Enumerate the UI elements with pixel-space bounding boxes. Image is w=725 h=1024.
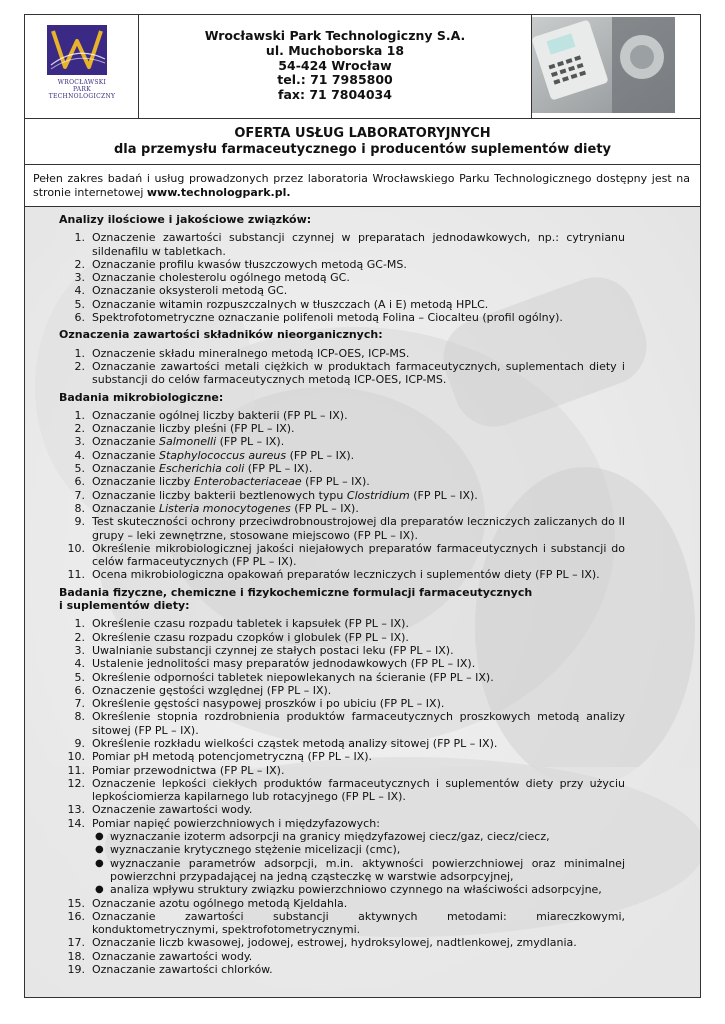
- section-list: [59, 617, 625, 976]
- item-text: Ustalenie jednolitości masy preparatów jednodawkowych (FP PL – IX).: [92, 657, 476, 671]
- offer-title: [25, 119, 700, 165]
- item-text: (FP PL – IX).: [244, 462, 313, 476]
- item-number: 6.: [74, 311, 85, 325]
- list-item: [59, 360, 625, 387]
- bullet-icon: ●: [95, 884, 104, 896]
- item-number: 8.: [74, 710, 85, 724]
- item-text: Oznaczanie witamin rozpuszczalnych w tłuszczach (A i E) metodą HPLC.: [92, 297, 489, 311]
- logo-line-3: TECHNOLOGICZNY: [48, 93, 116, 100]
- item-number: 6.: [74, 683, 85, 697]
- item-text: (FP PL – IX).: [290, 501, 359, 515]
- item-text: (FP PL – IX).: [301, 475, 370, 489]
- list-item: [59, 910, 625, 937]
- company-address: [139, 15, 532, 119]
- list-item: [59, 684, 625, 697]
- item-number: 8.: [74, 501, 85, 515]
- list-item: [59, 950, 625, 963]
- item-text: Oznaczenie gęstości względnej (FP PL – IX).: [92, 683, 332, 697]
- list-item: [59, 710, 625, 737]
- section-heading: Oznaczenia zawartości składników nieorganicznych:: [59, 328, 383, 342]
- item-number: 9.: [74, 515, 85, 529]
- list-item: [59, 764, 625, 777]
- item-number: 17.: [67, 936, 85, 950]
- letterhead: [25, 15, 700, 119]
- item-text: Oznaczanie: [92, 462, 159, 476]
- item-number: 1.: [74, 346, 85, 360]
- item-text: Oznaczanie: [92, 448, 159, 462]
- list-item: [59, 347, 625, 360]
- item-text: (FP PL – IX).: [409, 488, 478, 502]
- logo-line-1: WROCŁAWSKI: [57, 79, 107, 86]
- list-item: [59, 671, 625, 684]
- item-text: Określenie stopnia rozdrobnienia produktów farmaceutycznych proszkowych metodą analizy sitowej (FP PL – IX).: [92, 710, 625, 737]
- item-text: Oznaczanie zawartości chlorków.: [92, 963, 273, 977]
- item-text: Ocena mikrobiologiczna opakowań preparatów leczniczych i suplementów diety (FP PL – IX).: [92, 568, 600, 582]
- item-text: Oznaczenie zawartości substancji czynnej w preparatach jednodawkowych, np.: cytrynianu sildenafilu w tabletkach.: [92, 231, 625, 258]
- item-text: (FP PL – IX).: [216, 435, 285, 449]
- sub-item-text: wyznaczanie parametrów adsorpcji, m.in. aktywności powierzchniowej oraz minimalnej powierzchni przypadającej na jedną cząsteczkę w warstwie adsorpcyjnej,: [110, 856, 625, 883]
- services-content: [25, 207, 700, 997]
- item-text: Oznaczanie: [92, 501, 159, 515]
- list-item: [59, 750, 625, 763]
- organism-name: Enterobacteriaceae: [193, 475, 302, 489]
- list-item: [59, 271, 625, 284]
- organism-name: Salmonelli: [159, 435, 217, 449]
- item-text: Oznaczenie lepkości ciekłych produktów farmaceutycznych i suplementów diety przy użyciu lepkościomierza kapilarnego lub rotacyjnego (FP PL – IX).: [92, 776, 625, 804]
- list-item: [59, 489, 625, 502]
- item-number: 2.: [74, 359, 85, 373]
- item-text: Oznaczanie profilu kwasów tłuszczowych metodą GC-MS.: [92, 257, 407, 271]
- list-item: [59, 542, 625, 569]
- item-text: Oznaczanie cholesterolu ogólnego metodą GC.: [92, 271, 350, 285]
- item-text: Określenie odporności tabletek niepowlekanych na ścieranie (FP PL – IX).: [92, 670, 494, 684]
- item-number: 1.: [74, 617, 85, 631]
- item-number: 5.: [74, 670, 85, 684]
- item-number: 3.: [74, 271, 85, 285]
- item-number: 11.: [67, 568, 85, 582]
- item-number: 15.: [67, 896, 85, 910]
- item-number: 11.: [67, 763, 85, 777]
- item-number: 2.: [74, 422, 85, 436]
- intro-text: Pełen zakres badań i usług prowadzonych przez laboratoria Wrocławskiego Parku Technologicznego dostępny jest na stronie internetowej: [33, 172, 690, 199]
- list-item: [59, 449, 625, 462]
- item-text: Oznaczanie liczby bakterii beztlenowych typu: [92, 488, 347, 502]
- list-item: [59, 631, 625, 644]
- item-number: 4.: [74, 284, 85, 298]
- sub-item-text: analiza wpływu struktury związku powierzchniowo czynnego na właściwości adsorpcyjne,: [110, 883, 602, 897]
- item-number: 7.: [74, 697, 85, 711]
- item-number: 14.: [67, 816, 85, 830]
- item-text: Oznaczanie zawartości substancji aktywnych metodami: miareczkowymi, konduktometrycznymi, spektrofotometrycznymi.: [92, 909, 625, 937]
- item-text: Oznaczanie oksysteroli metodą GC.: [92, 284, 288, 298]
- item-number: 9.: [74, 736, 85, 750]
- organism-name: Clostridium: [346, 488, 410, 502]
- item-number: 19.: [67, 963, 85, 977]
- list-item: [59, 258, 625, 271]
- item-number: 7.: [74, 488, 85, 502]
- list-item: [59, 817, 625, 897]
- item-number: 4.: [74, 657, 85, 671]
- section-heading-line-2: i suplementów diety:: [59, 599, 190, 613]
- sub-list: [92, 830, 625, 896]
- section-list: [59, 231, 625, 324]
- services-list: [59, 213, 625, 979]
- item-number: 4.: [74, 448, 85, 462]
- bullet-icon: ●: [95, 831, 104, 843]
- logo-wordmark: [39, 79, 125, 100]
- section-heading: Badania mikrobiologiczne:: [59, 390, 224, 404]
- item-number: 2.: [74, 630, 85, 644]
- lab-instrument-photo: [532, 17, 675, 113]
- item-text: Oznaczanie zawartości wody.: [92, 949, 253, 963]
- item-text: Oznaczanie liczby: [92, 475, 194, 489]
- item-number: 3.: [74, 435, 85, 449]
- company-tel: tel.: 71 7985800: [277, 72, 393, 88]
- organism-name: Escherichia coli: [159, 462, 245, 476]
- list-item: [59, 697, 625, 710]
- title-line-2: dla przemysłu farmaceutycznego i producentów suplementów diety: [113, 142, 612, 157]
- item-text: Oznaczanie liczby pleśni (FP PL – IX).: [92, 422, 295, 436]
- item-number: 2.: [74, 257, 85, 271]
- item-text: Oznaczanie liczb kwasowej, jodowej, estrowej, hydroksylowej, nadtlenkowej, zmydlania.: [92, 936, 577, 950]
- list-item: [59, 617, 625, 630]
- list-item: [59, 568, 625, 581]
- company-name: Wrocławski Park Technologiczny S.A.: [204, 28, 466, 43]
- item-text: Uwalnianie substancji czynnej ze stałych postaci leku (FP PL – IX).: [92, 643, 454, 657]
- section-heading: [59, 586, 625, 613]
- organism-name: Staphylococcus aureus: [159, 448, 287, 462]
- list-item: [59, 298, 625, 311]
- item-number: 6.: [74, 475, 85, 489]
- title-line-1: OFERTA USŁUG LABORATORYJNYCH: [234, 126, 491, 141]
- list-item: [59, 737, 625, 750]
- item-text: Określenie czasu rozpadu czopków i globulek (FP PL – IX).: [92, 630, 409, 644]
- list-item: [59, 897, 625, 910]
- list-item: [59, 422, 625, 435]
- company-city: 54-424 Wrocław: [278, 57, 392, 73]
- item-text: Oznaczanie zawartości metali ciężkich w produktach farmaceutycznych, suplementach diety i substancji do celów farmaceutycznych metodą ICP-OES, ICP-MS.: [92, 359, 625, 387]
- list-item: [59, 936, 625, 949]
- item-number: 13.: [67, 803, 85, 817]
- list-item: [59, 409, 625, 422]
- item-number: 5.: [74, 462, 85, 476]
- list-item: [59, 311, 625, 324]
- item-text: (FP PL – IX).: [286, 448, 355, 462]
- item-text: Pomiar pH metodą potencjometryczną (FP PL – IX).: [92, 750, 373, 764]
- item-text: Oznaczanie azotu ogólnego metodą Kjeldahla.: [92, 896, 348, 910]
- item-number: 10.: [67, 750, 85, 764]
- list-item: [59, 284, 625, 297]
- item-text: Pomiar napięć powierzchniowych i międzyfazowych:: [92, 816, 380, 830]
- company-street: ul. Muchoborska 18: [265, 42, 405, 58]
- list-item: [59, 963, 625, 976]
- intro-paragraph: [25, 165, 700, 207]
- list-item: [59, 435, 625, 448]
- item-text: Oznaczanie: [92, 435, 159, 449]
- list-item: [59, 777, 625, 804]
- website-link[interactable]: www.technologpark.pl.: [146, 185, 291, 199]
- photo-cell: [532, 15, 700, 119]
- item-text: Oznaczenie składu mineralnego metodą ICP-OES, ICP-MS.: [92, 346, 410, 360]
- company-logo: [39, 23, 125, 111]
- item-text: Oznaczenie zawartości wody.: [92, 803, 253, 817]
- item-number: 12.: [67, 776, 85, 790]
- organism-name: Listeria monocytogenes: [159, 501, 291, 515]
- section-heading-line-1: Badania fizyczne, chemiczne i fizykochemiczne formulacji farmaceutycznych: [59, 585, 533, 599]
- sub-list-item: [92, 883, 625, 896]
- list-item: [59, 462, 625, 475]
- item-text: Spektrofotometryczne oznaczanie polifenoli metodą Folina – Ciocalteu (profil ogólny).: [92, 311, 563, 325]
- item-number: 1.: [74, 408, 85, 422]
- bullet-icon: ●: [95, 844, 104, 856]
- item-text: Pomiar przewodnictwa (FP PL – IX).: [92, 763, 285, 777]
- item-number: 5.: [74, 297, 85, 311]
- list-item: [59, 803, 625, 816]
- item-number: 10.: [67, 541, 85, 555]
- item-text: Określenie rozkładu wielkości cząstek metodą analizy sitowej (FP PL – IX).: [92, 736, 498, 750]
- list-item: [59, 502, 625, 515]
- list-item: [59, 644, 625, 657]
- logo-cell: [25, 15, 139, 119]
- section-list: [59, 409, 625, 582]
- list-item: [59, 515, 625, 542]
- bullet-icon: ●: [95, 857, 104, 869]
- sub-item-text: wyznaczanie krytycznego stężenie micelizacji (cmc),: [110, 843, 401, 857]
- item-text: Oznaczanie ogólnej liczby bakterii (FP PL – IX).: [92, 408, 348, 422]
- sub-list-item: [92, 830, 625, 843]
- item-number: 18.: [67, 949, 85, 963]
- sub-list-item: [92, 857, 625, 884]
- logo-line-2: PARK: [72, 86, 92, 93]
- item-text: Test skuteczności ochrony przeciwdrobnoustrojowej dla preparatów leczniczych zaliczanych do II grupy – leki zewnętrzne, stosowane miejscowo (FP PL – IX).: [92, 515, 625, 542]
- section-list: [59, 347, 625, 387]
- sub-list-item: [92, 843, 625, 856]
- item-text: Określenie gęstości nasypowej proszków i po ubiciu (FP PL – IX).: [92, 697, 445, 711]
- item-number: 1.: [74, 231, 85, 245]
- logo-w-icon: [47, 25, 107, 75]
- item-text: Określenie czasu rozpadu tabletek i kapsułek (FP PL – IX).: [92, 617, 409, 631]
- section-heading: Analizy ilościowe i jakościowe związków:: [59, 213, 312, 226]
- company-fax: fax: 71 7804034: [278, 87, 392, 103]
- sub-item-text: wyznaczanie izoterm adsorpcji na granicy międzyfazowej ciecz/gaz, ciecz/ciecz,: [110, 830, 550, 844]
- list-item: [59, 657, 625, 670]
- list-item: [59, 475, 625, 488]
- list-item: [59, 231, 625, 258]
- item-text: Określenie mikrobiologicznej jakości niejałowych preparatów farmaceutycznych i substancji do celów farmaceutycznych (FP PL – IX).: [92, 541, 625, 569]
- item-number: 16.: [67, 909, 85, 923]
- offer-page: [24, 14, 701, 998]
- item-number: 3.: [74, 643, 85, 657]
